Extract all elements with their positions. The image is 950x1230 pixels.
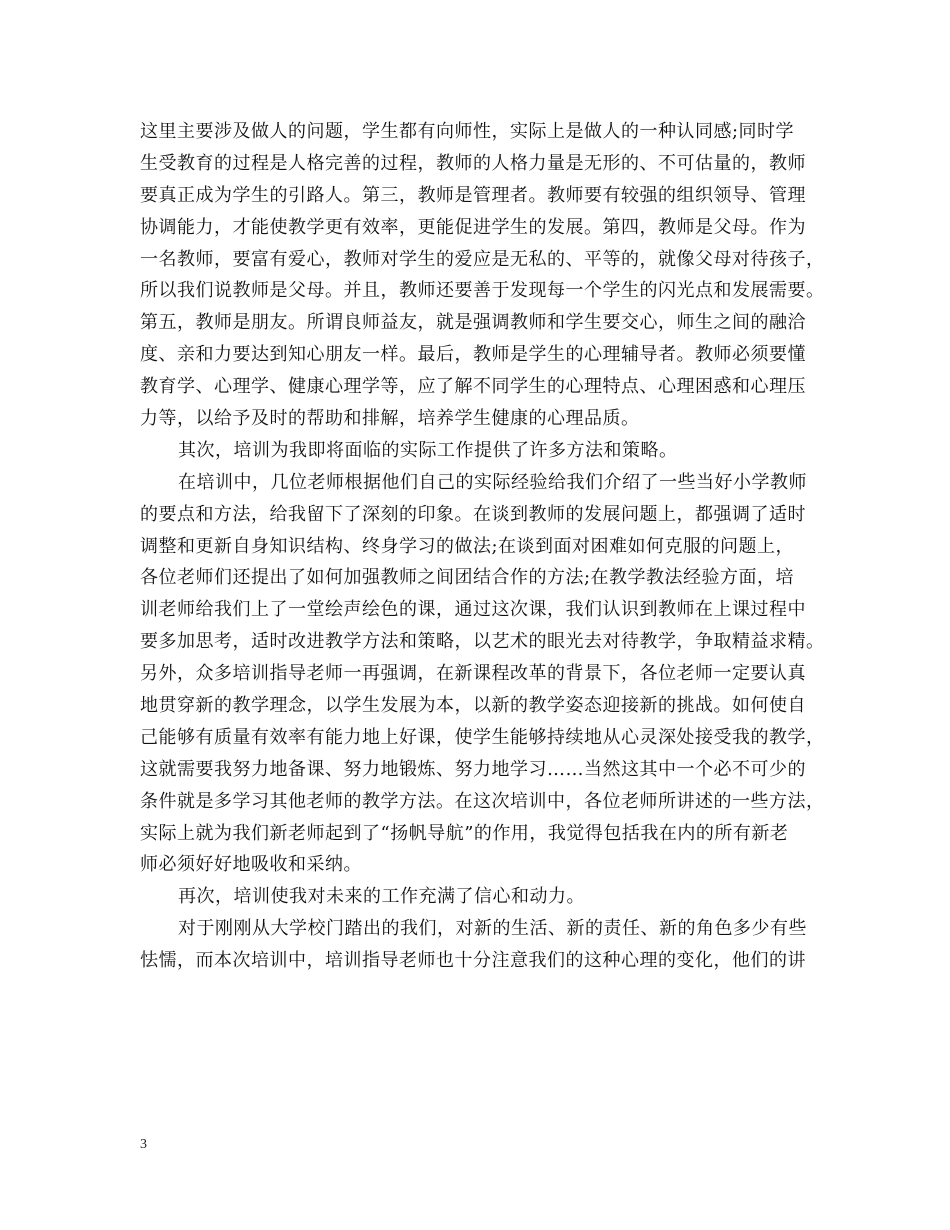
text-line: 协调能力，才能使教学更有效率，更能促进学生的发展。第四，教师是父母。作为 [140, 216, 806, 238]
text-line: 调整和更新自身知识结构、终身学习的做法;在谈到面对困难如何克服的问题上， [140, 535, 795, 557]
text-line: 力等，以给予及时的帮助和排解，培养学生健康的心理品质。 [140, 408, 640, 430]
text-line: 度、亲和力要达到知心朋友一样。最后，教师是学生的心理辅导者。教师必须要懂 [140, 344, 806, 366]
page-number: 3 [140, 1137, 147, 1152]
text-line: 己能够有质量有效率有能力地上好课，使学生能够持续地从心灵深处接受我的教学， [140, 726, 825, 748]
text-line: 训老师给我们上了一堂绘声绘色的课，通过这次课，我们认识到教师在上课过程中 [140, 599, 806, 621]
text-line: 这里主要涉及做人的问题，学生都有向师性，实际上是做人的一种认同感;同时学 [140, 121, 795, 142]
text-line: 要多加思考，适时改进教学方法和策略，以艺术的眼光去对待教学，争取精益求精。 [140, 631, 825, 653]
body-text [140, 116, 830, 977]
text-line: 再次，培训使我对未来的工作充满了信心和动力。 [178, 886, 585, 908]
text-line: 教育学、心理学、健康心理学等，应了解不同学生的心理特点、心理困惑和心理压 [140, 376, 806, 398]
text-line: 所以我们说教师是父母。并且，教师还要善于发现每一个学生的闪光点和发展需要。 [140, 280, 825, 302]
text-line: 条件就是多学习其他老师的教学方法。在这次培训中，各位老师所讲述的一些方法， [140, 790, 825, 812]
text-line: 这就需要我努力地备课、努力地锻炼、努力地学习……当然这其中一个必不可少的 [140, 758, 806, 780]
text-line: 实际上就为我们新老师起到了“扬帆导航”的作用，我觉得包括我在内的所有新老 [140, 822, 789, 844]
text-line: 其次，培训为我即将面临的实际工作提供了许多方法和策略。 [178, 439, 678, 461]
text-line: 要真正成为学生的引路人。第三，教师是管理者。教师要有较强的组织领导、管理 [140, 184, 806, 206]
text-line: 另外，众多培训指导老师一再强调，在新课程改革的背景下，各位老师一定要认真 [140, 663, 806, 685]
text-line: 师必须好好地吸收和采纳。 [140, 854, 362, 876]
text-line: 怯懦，而本次培训中，培训指导老师也十分注意我们的这种心理的变化，他们的讲 [140, 950, 806, 972]
text-line: 第五，教师是朋友。所谓良师益友，就是强调教师和学生要交心，师生之间的融洽 [140, 312, 806, 334]
text-line: 生受教育的过程是人格完善的过程，教师的人格力量是无形的、不可估量的，教师 [140, 152, 806, 174]
text-line: 各位老师们还提出了如何加强教师之间团结合作的方法;在教学教法经验方面，培 [140, 567, 795, 589]
text-line: 在培训中，几位老师根据他们自己的实际经验给我们介绍了一些当好小学教师 [178, 471, 807, 493]
text-line: 的要点和方法，给我留下了深刻的印象。在谈到教师的发展问题上，都强调了适时 [140, 503, 806, 525]
text-line: 一名教师，要富有爱心，教师对学生的爱应是无私的、平等的，就像父母对待孩子， [140, 248, 825, 270]
text-line: 地贯穿新的教学理念，以学生发展为本，以新的教学姿态迎接新的挑战。如何使自 [140, 695, 806, 717]
text-line: 对于刚刚从大学校门踏出的我们，对新的生活、新的责任、新的角色多少有些 [178, 918, 807, 940]
